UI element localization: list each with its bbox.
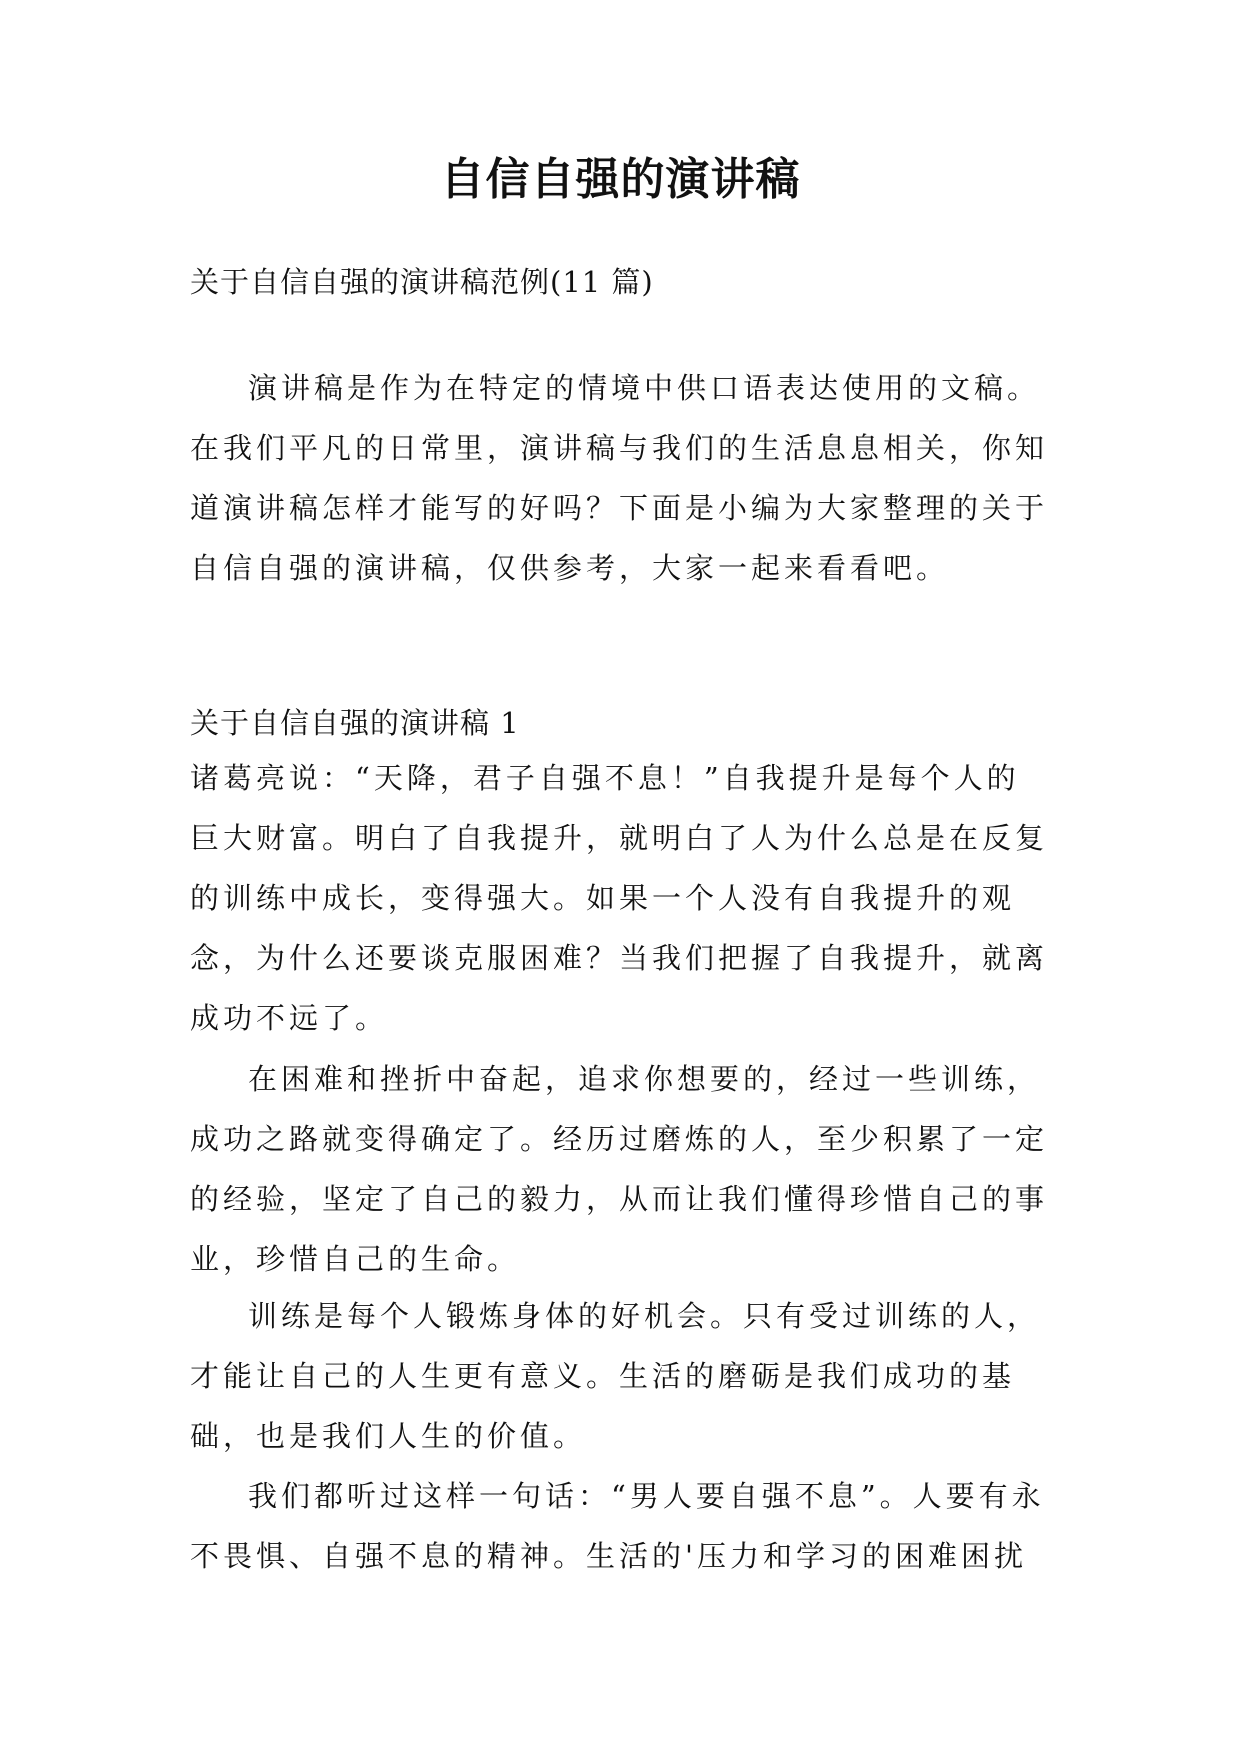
document-title: 自信自强的演讲稿 [440,154,801,205]
section-paragraph-2: 在困难和挫折中奋起，追求你想要的，经过一些训练，成功之路就变得确定了。经历过磨炼的人，至少积累了一定的经验，坚定了自己的毅力，从而让我们懂得珍惜自己的事业，珍惜自己的生命。 [190,1062,1049,1276]
section-paragraph-3: 训练是每个人锻炼身体的好机会。只有受过训练的人，才能让自己的人生更有意义。生活的磨砺是我们成功的基础，也是我们人生的价值。 [190,1299,1041,1453]
intro-paragraph: 演讲稿是作为在特定的情境中供口语表达使用的文稿。在我们平凡的日常里，演讲稿与我们的生活息息相关，你知道演讲稿怎样才能写的好吗？下面是小编为大家整理的关于自信自强的演讲稿，仅供参考，大家一起来看看吧。 [190,371,1049,585]
document-subtitle: 关于自信自强的演讲稿范例(11 篇) [190,265,654,299]
section-paragraph-4: 我们都听过这样一句话：“男人要自强不息”。人要有永不畏惧、自强不息的精神。生活的'压力和学习的困难困扰 [190,1479,1045,1573]
section-paragraph-1: 诸葛亮说：“天降，君子自强不息！”自我提升是每个人的巨大财富。明白了自我提升，就明白了人为什么总是在反复的训练中成长，变得强大。如果一个人没有自我提升的观念，为什么还要谈克服困难？当我们把握了自我提升，就离成功不远了。 [190,761,1049,1035]
section-heading: 关于自信自强的演讲稿 1 [190,706,520,740]
